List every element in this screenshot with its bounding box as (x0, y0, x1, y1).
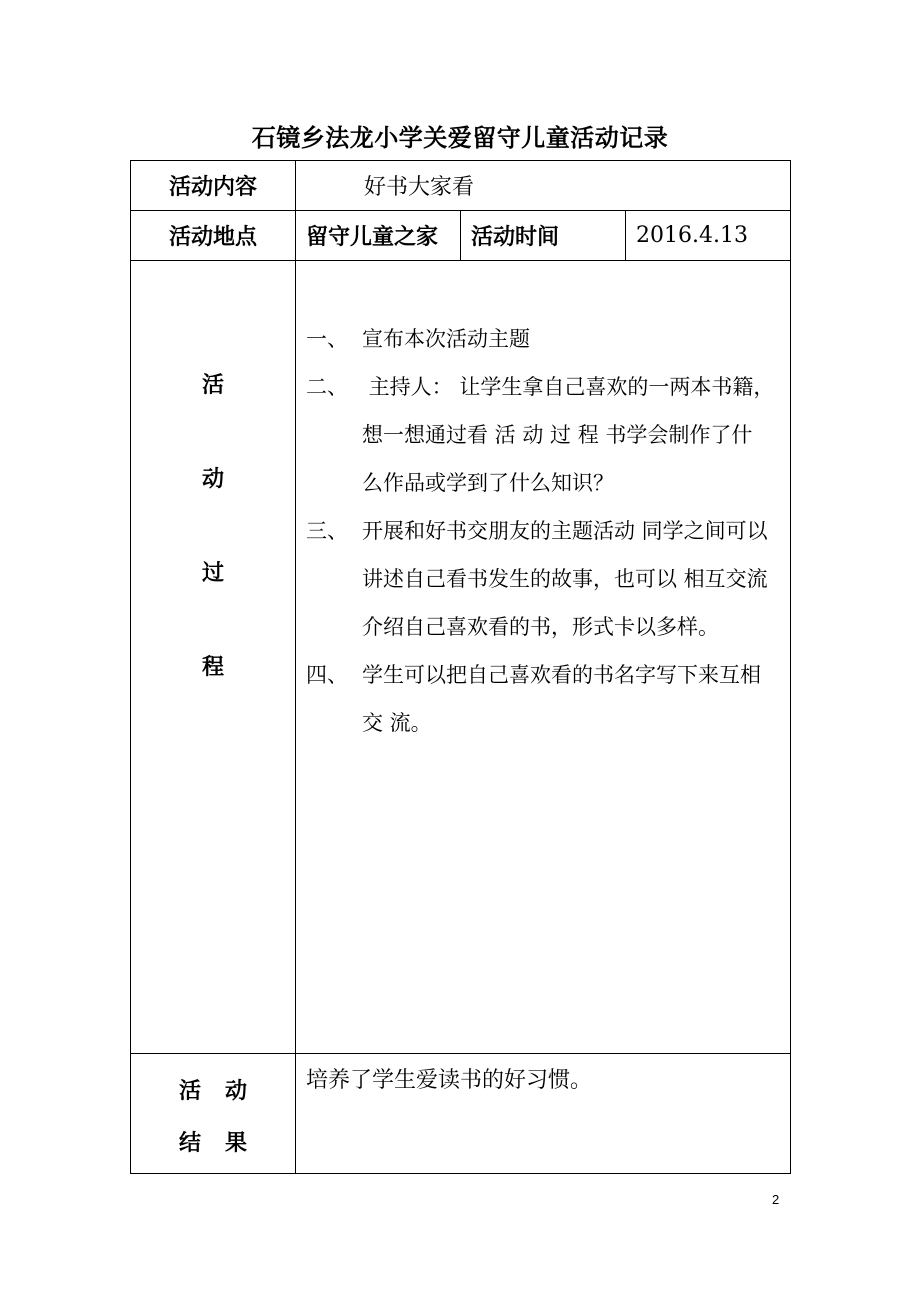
result-label-line: 结果 (178, 1131, 271, 1156)
process-label-char: 活 (201, 373, 224, 398)
result-text: 培养了学生爱读书的好习惯。 (296, 1054, 791, 1174)
document-title: 石镜乡法龙小学关爱留守儿童活动记录 (251, 124, 669, 152)
location-row (131, 211, 791, 261)
location-value: 留守儿童之家 (296, 211, 461, 261)
item-line: 主持人： 让学生拿自己喜欢的一两本书籍， (362, 375, 775, 399)
result-label (131, 1054, 296, 1174)
time-label: 活动时间 (461, 211, 626, 261)
item-number: 四、 (306, 663, 348, 687)
item-line: 学生可以把自己喜欢看的书名字写下来互相 (362, 663, 761, 687)
process-label-char: 动 (201, 467, 224, 492)
item-number: 二、 (306, 375, 348, 399)
content-row (131, 161, 791, 211)
list-item (306, 507, 782, 651)
process-content (296, 261, 791, 1054)
page-number: 2 (772, 1192, 780, 1207)
process-label-char: 过 (201, 561, 224, 586)
activity-record-table (130, 160, 791, 1174)
content-value: 好书大家看 (296, 161, 791, 211)
item-line: 宣布本次活动主题 (362, 327, 530, 351)
item-line: 介绍自己喜欢看的书，形式卡以多样。 (362, 615, 719, 639)
result-label-line: 活动 (178, 1079, 271, 1104)
item-number: 一、 (306, 327, 348, 351)
process-label (131, 261, 296, 1054)
list-item (306, 363, 782, 507)
item-number: 三、 (306, 519, 348, 543)
result-row (131, 1054, 791, 1174)
location-label: 活动地点 (131, 211, 296, 261)
item-line: 讲述自己看书发生的故事，也可以 相互交流 (362, 567, 768, 591)
content-label: 活动内容 (131, 161, 296, 211)
process-row (131, 261, 791, 1054)
process-list (296, 261, 790, 747)
item-line: 么作品或学到了什么知识？ (362, 471, 614, 495)
time-value: 2016.4.13 (626, 211, 791, 261)
list-item (306, 315, 782, 363)
list-item (306, 651, 782, 747)
item-line: 想一想通过看 活 动 过 程 书学会制作了什 (362, 423, 753, 447)
item-line: 交 流。 (362, 711, 432, 735)
process-label-char: 程 (201, 655, 224, 680)
item-line: 开展和好书交朋友的主题活动 同学之间可以 (362, 519, 768, 543)
